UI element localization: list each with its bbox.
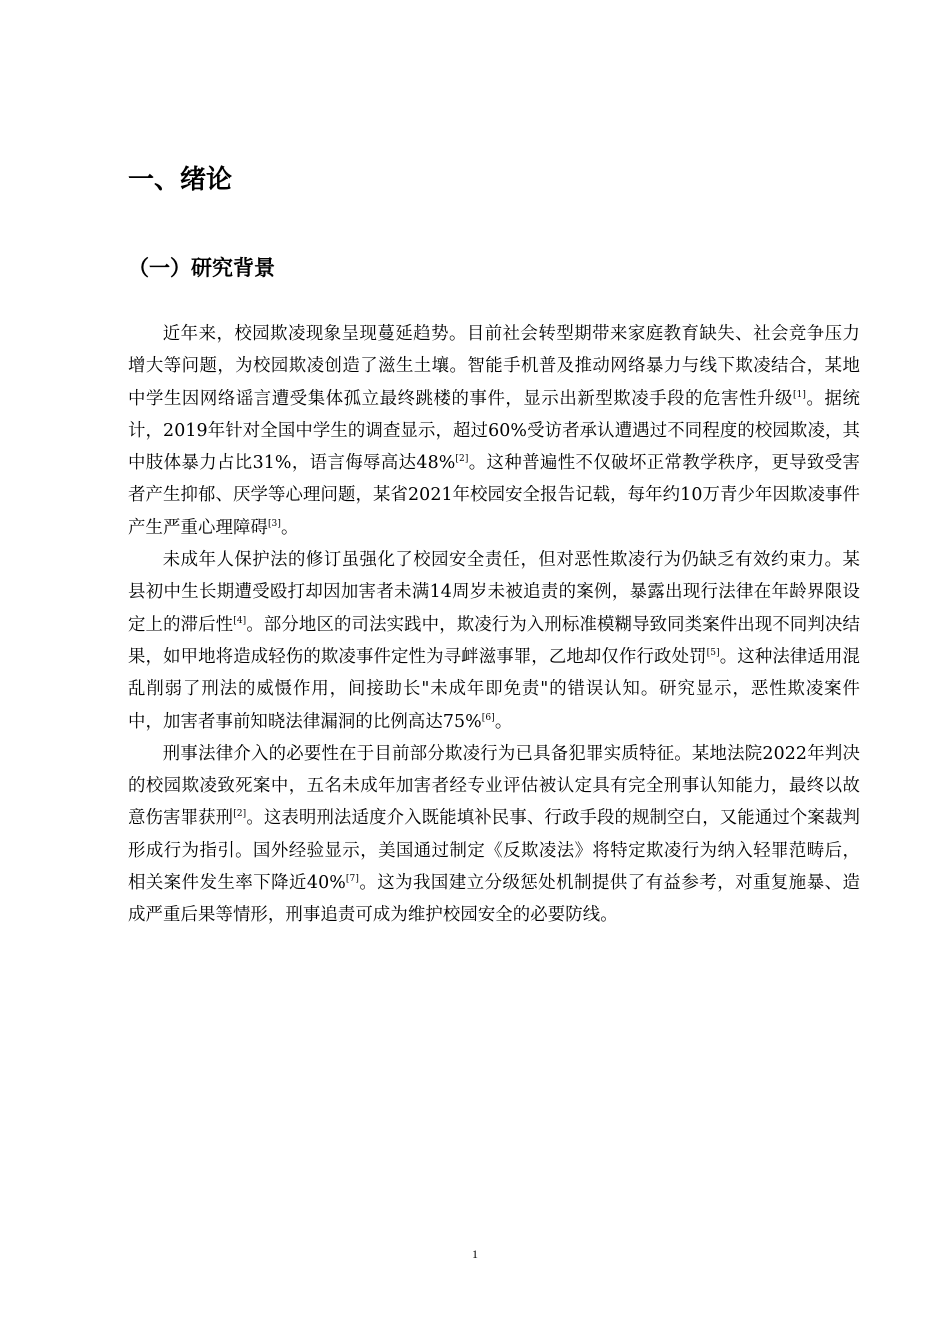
citation-reference: [5] — [706, 648, 720, 659]
paragraph-text: 。这表明刑法适度介入既能填补民事、行政手段的规制空白，又能通过个案裁判形成行为指引。国外经验显示，美国通过制定《反欺凌法》将特定欺凌行为纳入轻罪范畴后，相关案件发生率下降近40% — [128, 808, 860, 894]
paragraph-text: 。部分地区的司法实践中，欺凌行为入刑标准模糊导致同类案件出现不同判决结果，如甲地将造成轻伤的欺凌事件定性为寻衅滋事罪，乙地却仅作行政处罚 — [128, 614, 860, 667]
paragraph-text: 。 — [281, 517, 299, 538]
paragraph-text: 近年来，校园欺凌现象呈现蔓延趋势。目前社会转型期带来家庭教育缺失、社会竞争压力增大等问题，为校园欺凌创造了滋生土壤。智能手机普及推动网络暴力与线下欺凌结合，某地中学生因网络谣言遭受集体孤立最终跳楼的事件，显示出新型欺凌手段的危害性升级 — [128, 324, 860, 409]
citation-reference: [2] — [455, 454, 469, 465]
paragraph-text: 。 — [494, 711, 513, 732]
body-paragraph — [128, 738, 860, 932]
page-number: 1 — [472, 1247, 478, 1261]
paragraph-text: 刑事法律介入的必要性在于目前部分欺凌行为已具备犯罪实质特征。某地法院2022年判决的校园欺凌致死案中，五名未成年加害者经专业评估被认定具有完全刑事认知能力，最终以故意伤害罪获刑 — [128, 743, 860, 829]
citation-reference: [4] — [233, 615, 247, 626]
citation-reference: [1] — [793, 389, 807, 400]
paragraph-text: 。这为我国建立分级惩处机制提供了有益参考，对重复施暴、造成严重后果等情形，刑事追责可成为维护校园安全的必要防线。 — [128, 873, 860, 926]
chapter-heading: 一、绪论 — [128, 165, 233, 195]
citation-reference: [7] — [345, 874, 359, 885]
body-paragraph — [128, 318, 860, 544]
section-heading: （一）研究背景 — [128, 256, 275, 280]
citation-reference: [6] — [481, 712, 495, 723]
body-text — [128, 318, 860, 932]
citation-reference: [2] — [233, 809, 247, 820]
body-paragraph — [128, 544, 860, 738]
citation-reference: [3] — [267, 518, 281, 529]
paragraph-text: 未成年人保护法的修订虽强化了校园安全责任，但对恶性欺凌行为仍缺乏有效约束力。某县初中生长期遭受殴打却因加害者未满14周岁未被追责的案例，暴露出现行法律在年龄界限设定上的滞后性 — [128, 550, 860, 635]
paragraph-text: 。这种普遍性不仅破坏正常教学秩序，更导致受害者产生抑郁、厌学等心理问题，某省2021年校园安全报告记载，每年约10万青少年因欺凌事件产生严重心理障碍 — [128, 453, 861, 538]
paragraph-text: 。据统计，2019年针对全国中学生的调查显示，超过60%受访者承认遭遇过不同程度的校园欺凌，其中肢体暴力占比31%，语言侮辱高达48% — [128, 388, 860, 474]
paragraph-text: 。这种法律适用混乱削弱了刑法的威慑作用，间接助长"未成年即免责"的错误认知。研究显示，恶性欺凌案件中，加害者事前知晓法律漏洞的比例高达75% — [128, 646, 860, 732]
